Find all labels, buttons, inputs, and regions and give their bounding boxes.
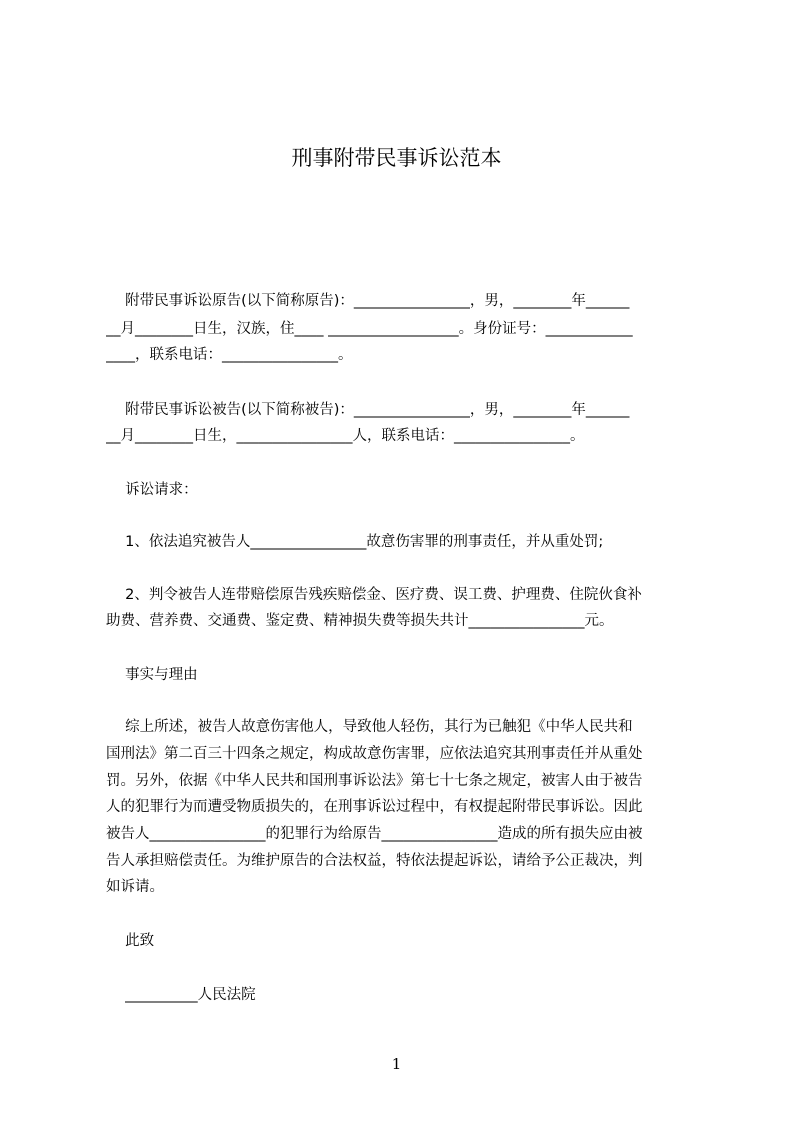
court-line: __________人民法院 (106, 987, 256, 1003)
claims-heading: 诉讼请求： (106, 482, 198, 498)
facts-heading: 事实与理由 (106, 667, 198, 683)
facts-line-3: 罚。另外，依据《中华人民共和国刑事诉讼法》第七十七条之规定，被害人由于被告 (106, 773, 643, 789)
facts-line-4: 人的犯罪行为而遭受物质损失的，在刑事诉讼过程中，有权提起附带民事诉讼。因此 (106, 799, 643, 815)
facts-line-1: 综上所述，被告人故意伤害他人，导致他人轻伤，其行为已触犯《中华人民共和 (106, 719, 633, 735)
facts-line-2: 国刑法》第二百三十四条之规定，构成故意伤害罪，应依法追究其刑事责任并从重处 (106, 746, 643, 762)
salutation: 此致 (106, 933, 155, 949)
facts-line-5: 被告人________________的犯罪行为给原告________________造成的所有损失应由被 (106, 826, 643, 842)
page-number: 1 (391, 1055, 402, 1073)
defendant-line-2: __月________日生，________________人，联系电话：________________。 (106, 428, 585, 444)
plaintiff-line-2: __月________日生，汉族，住____ __________________。身份证号：____________ (106, 321, 633, 337)
defendant-line-1: 附带民事诉讼被告(以下简称被告)：________________，男，________年______ (106, 402, 630, 418)
claim-1: 1、依法追究被告人________________故意伤害罪的刑事责任，并从重处罚; (106, 534, 604, 550)
claim-2-line-1: 2、判令被告人连带赔偿原告残疾赔偿金、医疗费、误工费、护理费、住院伙食补 (106, 587, 642, 603)
plaintiff-line-3: ____，联系电话：________________。 (106, 347, 353, 363)
document-title: 刑事附带民事诉讼范本 (291, 146, 502, 170)
facts-line-6: 告人承担赔偿责任。为维护原告的合法权益，特依法提起诉讼，请给予公正裁决，判 (106, 853, 643, 869)
facts-line-7: 如诉请。 (106, 879, 164, 895)
plaintiff-line-1: 附带民事诉讼原告(以下简称原告)：________________，男，________年______ (106, 293, 630, 309)
claim-2-line-2: 助费、营养费、交通费、鉴定费、精神损失费等损失共计________________元。 (106, 613, 614, 629)
